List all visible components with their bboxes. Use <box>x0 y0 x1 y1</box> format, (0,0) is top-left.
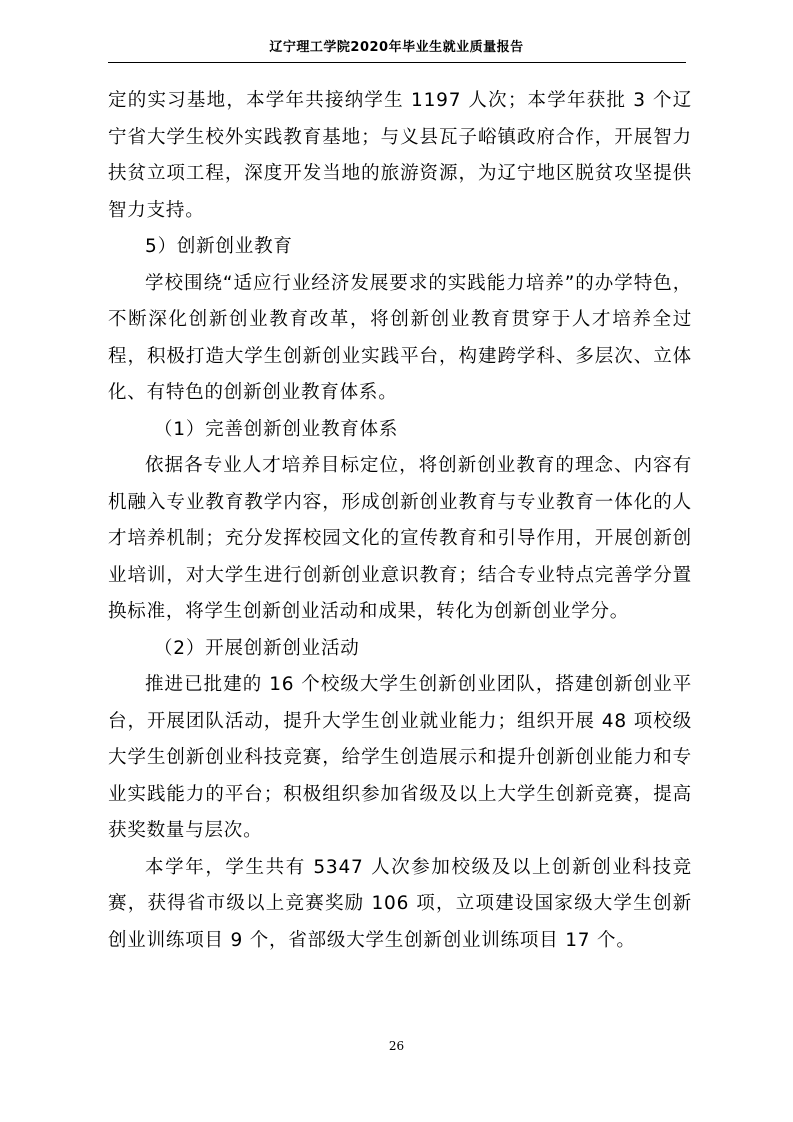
report-header-title: 辽宁理工学院2020年毕业生就业质量报告 <box>269 40 524 55</box>
document-body <box>108 83 692 959</box>
subheading-innovation-activities: （2）开展创新创业活动 <box>154 637 360 659</box>
section-heading-innovation-education: 5）创新创业教育 <box>145 236 293 257</box>
header-divider <box>108 62 686 63</box>
paragraph-innovation-activities: 推进已批建的 16 个校级大学生创新创业团队，搭建创新创业平台，开展团队活动，提升大学生创业就业能力；组织开展 48 项校级大学生创新创业科技竞赛，给学生创造展示和提升创新创业能力和专业实践能力的平台；积极组织参加省级及以上大学生创新竞赛，提高获奖数量与层次。 <box>108 674 692 841</box>
paragraph-competition-results: 本学年，学生共有 5347 人次参加校级及以上创新创业科技竞赛，获得省市级以上竞赛奖励 106 项，立项建设国家级大学生创新创业训练项目 9 个，省部级大学生创新创业训练项目 17 个。 <box>108 856 692 951</box>
paragraph-education-system: 依据各专业人才培养目标定位，将创新创业教育的理念、内容有机融入专业教育教学内容，形成创新创业教育与专业教育一体化的人才培养机制；充分发挥校园文化的宣传教育和引导作用，开展创新创业培训，对大学生进行创新创业意识教育；结合专业特点完善学分置换标准，将学生创新创业活动和成果，转化为创新创业学分。 <box>108 455 692 622</box>
page-number: 26 <box>388 1039 405 1053</box>
subheading-education-system: （1）完善创新创业教育体系 <box>154 418 399 440</box>
paragraph-innovation-overview: 学校围绕“适应行业经济发展要求的实践能力培养”的办学特色，不断深化创新创业教育改革，将创新创业教育贯穿于人才培养全过程，积极打造大学生创新创业实践平台，构建跨学科、多层次、立体化、有特色的创新创业教育体系。 <box>108 272 692 403</box>
paragraph-internship-base: 定的实习基地，本学年共接纳学生 1197 人次；本学年获批 3 个辽宁省大学生校外实践教育基地；与义县瓦子峪镇政府合作，开展智力扶贫立项工程，深度开发当地的旅游资源，为辽宁地区脱贫攻坚提供智力支持。 <box>108 90 692 221</box>
